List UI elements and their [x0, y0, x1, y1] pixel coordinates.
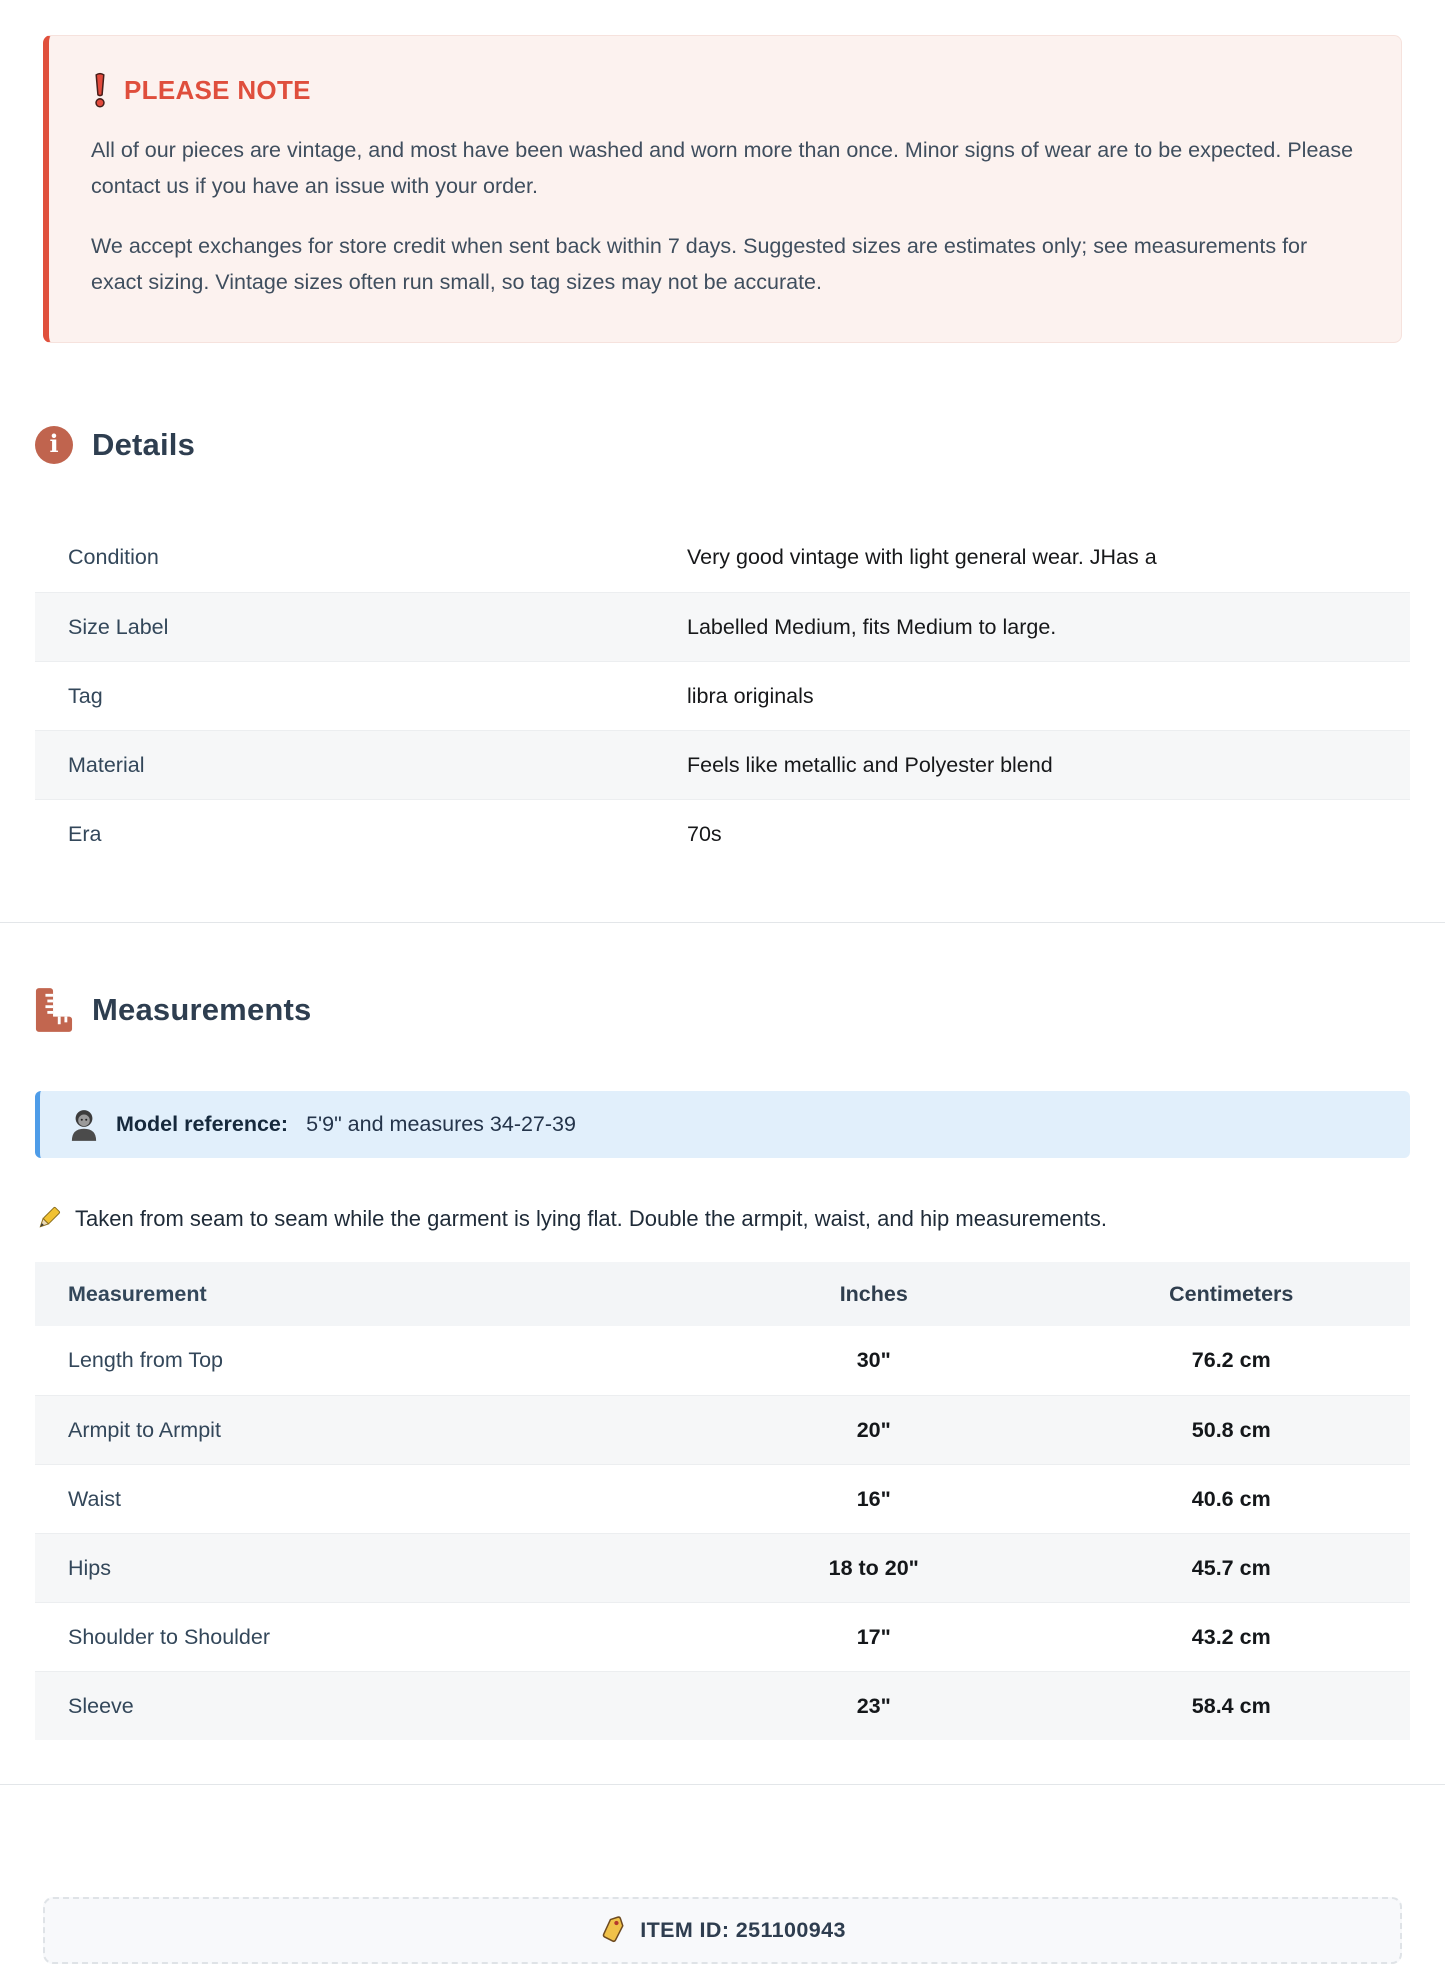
detail-label: Tag: [68, 683, 103, 708]
measurement-inches: 17": [856, 1624, 891, 1649]
table-row: [35, 661, 1410, 730]
table-row: [35, 1671, 1410, 1740]
measurements-heading-title: Measurements: [92, 992, 312, 1027]
details-heading: [35, 423, 1410, 467]
measurement-cm: 58.4 cm: [1191, 1693, 1271, 1718]
exclamation-icon: [91, 72, 109, 108]
section-divider: [0, 922, 1445, 923]
measurements-heading: [35, 987, 1410, 1033]
column-header: Measurement: [68, 1281, 207, 1306]
person-icon: [70, 1109, 98, 1141]
details-table: [35, 523, 1410, 868]
detail-label: Condition: [68, 545, 159, 569]
model-reference-value: 5'9" and measures 34-27-39: [306, 1112, 576, 1136]
table-row: [35, 799, 1410, 868]
model-reference-callout: [35, 1091, 1410, 1158]
measurement-label: Length from Top: [68, 1348, 223, 1372]
detail-value: Feels like metallic and Polyester blend: [687, 752, 1053, 777]
measurement-label: Waist: [68, 1486, 121, 1511]
detail-value: 70s: [687, 821, 722, 846]
measurement-label: Sleeve: [68, 1693, 134, 1718]
measurement-label: Armpit to Armpit: [68, 1417, 221, 1442]
column-header: Inches: [839, 1281, 908, 1306]
alert-title-row: [91, 72, 1356, 108]
item-id-text: ITEM ID: 251100943: [640, 1918, 846, 1942]
measurement-note: [35, 1205, 1410, 1232]
detail-label: Size Label: [68, 614, 169, 639]
measurement-cm: 43.2 cm: [1191, 1624, 1271, 1649]
model-reference-label: Model reference:: [116, 1112, 289, 1136]
details-heading-title: Details: [92, 427, 196, 462]
measurement-cm: 76.2 cm: [1191, 1348, 1271, 1372]
details-section: [35, 423, 1410, 868]
detail-value: libra originals: [687, 683, 814, 708]
item-id-box: [43, 1897, 1402, 1964]
measurement-cm: 50.8 cm: [1191, 1417, 1271, 1442]
measurement-inches: 23": [856, 1693, 891, 1718]
measurements-table-header: [35, 1262, 1410, 1326]
table-row: [35, 592, 1410, 661]
measurement-inches: 20": [856, 1417, 891, 1442]
measurement-label: Hips: [68, 1555, 112, 1580]
table-row: [35, 523, 1410, 592]
column-header: Centimeters: [1169, 1281, 1294, 1306]
measurement-note-text: Taken from seam to seam while the garment is lying flat. Double the armpit, waist, and hip measurements.: [75, 1205, 1108, 1231]
detail-label: Material: [68, 752, 145, 777]
table-row: [35, 1533, 1410, 1602]
detail-label: Era: [68, 821, 102, 846]
table-row: [35, 1464, 1410, 1533]
detail-value: Very good vintage with light general wear. JHas a: [687, 545, 1157, 569]
measurements-table: [35, 1262, 1410, 1740]
table-row: [35, 1326, 1410, 1395]
measurement-cm: 40.6 cm: [1191, 1486, 1271, 1511]
table-row: [35, 1395, 1410, 1464]
measurements-section: [35, 987, 1410, 1740]
table-row: [35, 1602, 1410, 1671]
info-icon: i: [35, 426, 73, 464]
detail-value: Labelled Medium, fits Medium to large.: [687, 614, 1057, 639]
table-row: [35, 730, 1410, 799]
please-note-alert: [43, 35, 1402, 343]
pencil-icon: [35, 1205, 62, 1232]
alert-title: PLEASE NOTE: [124, 74, 311, 105]
tag-icon: [599, 1916, 627, 1945]
measurement-cm: 45.7 cm: [1191, 1555, 1271, 1580]
measurement-inches: 30": [856, 1348, 891, 1372]
ruler-icon: [35, 987, 73, 1033]
measurement-inches: 16": [856, 1486, 891, 1511]
measurement-label: Shoulder to Shoulder: [68, 1624, 271, 1649]
alert-paragraph-2: We accept exchanges for store credit when sent back within 7 days. Suggested sizes are estimates only; see measurements for exact sizing. Vintage sizes often run small, so tag sizes may not be accurate.: [91, 234, 1308, 294]
alert-paragraph-1: All of our pieces are vintage, and most have been washed and worn more than once. Minor signs of wear are to be expected. Please contact us if you have an issue with your order.: [91, 138, 1354, 198]
measurement-inches: 18 to 20": [828, 1555, 919, 1580]
section-divider: [0, 1784, 1445, 1785]
